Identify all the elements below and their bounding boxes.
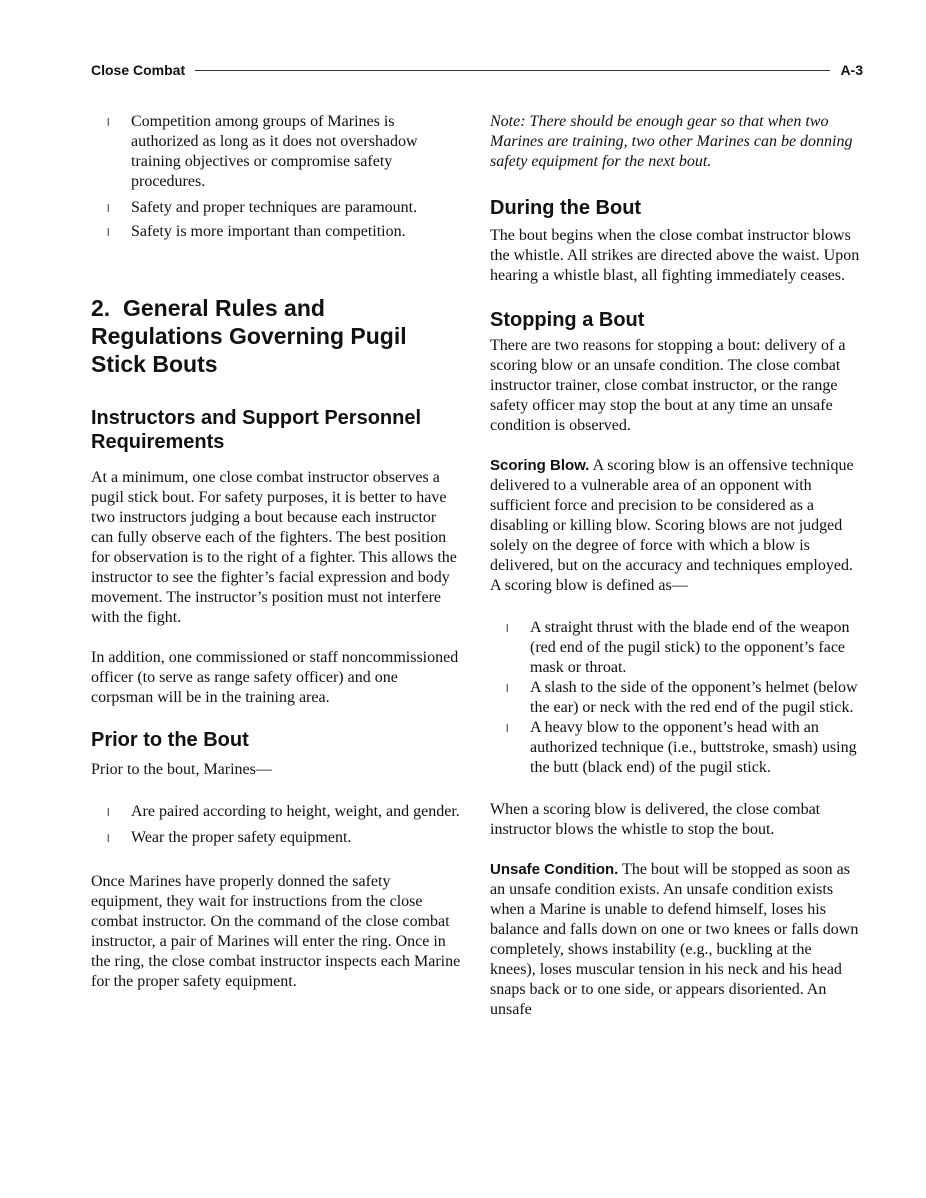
list-item: l A heavy blow to the opponent’s head with an authorized technique (i.e., buttstroke, smash) using the butt (black end) of the pugil stick. xyxy=(506,719,857,776)
unsafe-condition-paragraph: Unsafe Condition. The bout will be stopped as soon as an unsafe condition exists. An unsafe condition exists when a Marine is unable to defend himself, loses his balance and falls down on one or two knees or falls down completely, shows instability (e.g., buckling at the knees), loses muscular tension in his neck and his head snaps back or to one side, or appears disoriented. An unsafe xyxy=(490,861,859,1018)
instructors-heading: Instructors and Support Personnel Requirements xyxy=(91,407,422,453)
bullet-icon: l xyxy=(107,807,110,819)
prior-heading: Prior to the Bout xyxy=(91,729,249,751)
intro-bullet-list xyxy=(91,112,461,242)
prior-bullet-list xyxy=(91,802,461,848)
left-column xyxy=(91,112,461,992)
bullet-icon: l xyxy=(107,117,110,129)
list-item: l Safety and proper techniques are paramount. xyxy=(91,198,461,218)
header-title: Close Combat xyxy=(91,62,186,78)
note: Note: There should be enough gear so that when two Marines are training, two other Marines can be donning safety equipment for the next bout. xyxy=(490,113,853,170)
list-item: l Are paired according to height, weight, and gender. xyxy=(91,802,461,822)
list-item: l Wear the proper safety equipment. xyxy=(91,828,461,848)
stopping-paragraph: There are two reasons for stopping a bout: delivery of a scoring blow or an unsafe condition. The close combat instructor trainer, close combat instructor, or the range safety officer may stop the bout at any time an unsafe condition is observed. xyxy=(490,337,846,434)
bullet-icon: l xyxy=(107,227,110,239)
list-item: l Competition among groups of Marines is authorized as long as it does not overshadow training objectives or compromise safety procedures. xyxy=(107,113,418,190)
list-item: l A slash to the side of the opponent’s helmet (below the ear) or neck with the red end of the pugil stick. xyxy=(506,679,858,716)
unsafe-condition-label: Unsafe Condition. xyxy=(490,861,619,878)
scoring-blow-paragraph: Scoring Blow. A scoring blow is an offensive technique delivered to a vulnerable area of an opponent with sufficient force and precision to be considered as a disabling or killing blow. Scoring blows are not judged solely on the degree of force with which a blow is delivered, but on the accuracy and techniques employed. A scoring blow is defined as— xyxy=(490,457,854,594)
bullet-icon: l xyxy=(107,203,110,215)
during-heading: During the Bout xyxy=(490,197,642,219)
bullet-icon: l xyxy=(506,683,509,695)
list-item: l Safety is more important than competition. xyxy=(91,222,461,242)
list-item: l A straight thrust with the blade end of the weapon (red end of the pugil stick) to the opponent’s face mask or throat. xyxy=(506,619,850,676)
page-number: A-3 xyxy=(840,62,863,78)
running-header xyxy=(91,60,863,80)
scoring-blow-after: When a scoring blow is delivered, the close combat instructor blows the whistle to stop the bout. xyxy=(490,801,821,838)
prior-intro: Prior to the bout, Marines— xyxy=(91,761,272,778)
bullet-icon: l xyxy=(506,623,509,635)
prior-paragraph: Once Marines have properly donned the safety equipment, they wait for instructions from the close combat instructor. On the command of the close combat instructor, a pair of Marines will enter the ring. Once in the ring, the close combat instructor inspects each Marine for the proper safety equipment. xyxy=(91,873,461,990)
section-heading: 2. General Rules and Regulations Governing Pugil Stick Bouts xyxy=(91,295,414,377)
scoring-blow-bullet-list xyxy=(490,618,860,778)
right-column xyxy=(490,112,860,1020)
instructors-paragraph-1: At a minimum, one close combat instructor observes a pugil stick bout. For safety purposes, it is better to have two instructors judging a bout because each instructor can fully observe each of the fighters. The best position for observation is to the right of a fighter. This allows the instructor to see the fighter’s facial expression and body movement. The instructor’s position must not interfere with the fight. xyxy=(91,469,457,626)
stopping-heading: Stopping a Bout xyxy=(490,309,645,331)
scoring-blow-label: Scoring Blow. xyxy=(490,457,590,474)
bullet-icon: l xyxy=(107,833,110,845)
header-rule xyxy=(195,70,830,71)
instructors-paragraph-2: In addition, one commissioned or staff noncommissioned officer (to serve as range safety officer) and one corpsman will be in the training area. xyxy=(91,649,459,706)
bullet-icon: l xyxy=(506,723,509,735)
during-paragraph: The bout begins when the close combat instructor blows the whistle. All strikes are directed above the waist. Upon hearing a whistle blast, all fighting immediately ceases. xyxy=(490,227,860,284)
